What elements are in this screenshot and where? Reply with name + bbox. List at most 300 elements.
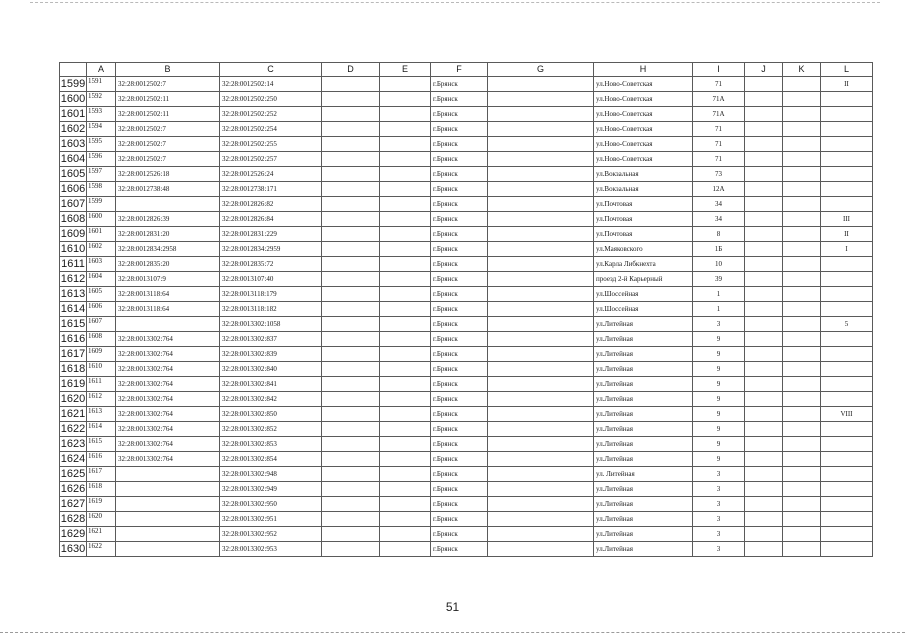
cell-f[interactable]: г.Брянск [431,512,488,527]
row-number[interactable]: 1609 [60,228,86,240]
row-number[interactable]: 1610 [60,243,86,255]
cell-d[interactable] [322,122,380,137]
cell-g[interactable] [488,92,594,107]
cell-k[interactable] [783,167,821,182]
cell-g[interactable] [488,302,594,317]
cell-k[interactable] [783,482,821,497]
cell-b[interactable] [116,197,220,212]
cell-k[interactable] [783,527,821,542]
cell-k[interactable] [783,197,821,212]
cell-b[interactable]: 32:28:0012502:11 [116,107,220,122]
cell-i[interactable]: 3 [693,542,745,557]
cell-l[interactable] [821,197,873,212]
cell-k[interactable] [783,257,821,272]
cell-k[interactable] [783,227,821,242]
cell-b[interactable]: 32:28:0013302:764 [116,452,220,467]
cell-b[interactable]: 32:28:0013302:764 [116,377,220,392]
cell-a[interactable]: 1618 [87,482,116,497]
cell-f[interactable]: г.Брянск [431,542,488,557]
cell-e[interactable] [380,542,431,557]
cell-k[interactable] [783,152,821,167]
cell-b[interactable]: 32:28:0012738:48 [116,182,220,197]
row-number[interactable]: 1630 [60,543,86,555]
cell-e[interactable] [380,107,431,122]
cell-i[interactable]: 9 [693,407,745,422]
cell-l[interactable] [821,122,873,137]
cell-c[interactable]: 32:28:0013302:952 [220,527,322,542]
cell-f[interactable]: г.Брянск [431,212,488,227]
cell-j[interactable] [745,452,783,467]
cell-e[interactable] [380,197,431,212]
cell-c[interactable]: 32:28:0013302:953 [220,542,322,557]
cell-g[interactable] [488,77,594,92]
cell-a[interactable]: 1608 [87,332,116,347]
cell-i[interactable]: 3 [693,527,745,542]
cell-h[interactable]: ул.Литейная [594,527,693,542]
row-number[interactable]: 1616 [60,333,86,345]
cell-l[interactable] [821,347,873,362]
cell-e[interactable] [380,437,431,452]
cell-a[interactable]: 1609 [87,347,116,362]
row-number[interactable]: 1628 [60,513,86,525]
cell-h[interactable]: ул.Ново-Советская [594,107,693,122]
cell-j[interactable] [745,302,783,317]
cell-k[interactable] [783,302,821,317]
cell-g[interactable] [488,137,594,152]
cell-i[interactable]: 73 [693,167,745,182]
cell-b[interactable] [116,542,220,557]
cell-f[interactable]: г.Брянск [431,392,488,407]
cell-g[interactable] [488,512,594,527]
row-number[interactable]: 1604 [60,153,86,165]
cell-j[interactable] [745,422,783,437]
cell-c[interactable]: 32:28:0012831:229 [220,227,322,242]
cell-j[interactable] [745,77,783,92]
row-number[interactable]: 1615 [60,318,86,330]
cell-l[interactable] [821,542,873,557]
cell-b[interactable] [116,497,220,512]
cell-c[interactable]: 32:28:0013302:853 [220,437,322,452]
cell-g[interactable] [488,242,594,257]
row-number[interactable]: 1620 [60,393,86,405]
cell-d[interactable] [322,407,380,422]
cell-b[interactable]: 32:28:0012835:20 [116,257,220,272]
cell-c[interactable]: 32:28:0013107:40 [220,272,322,287]
cell-l[interactable] [821,302,873,317]
cell-j[interactable] [745,437,783,452]
cell-j[interactable] [745,122,783,137]
cell-f[interactable]: г.Брянск [431,347,488,362]
cell-h[interactable]: ул.Литейная [594,497,693,512]
cell-b[interactable]: 32:28:0012834:2958 [116,242,220,257]
cell-f[interactable]: г.Брянск [431,197,488,212]
cell-h[interactable]: ул.Маяковского [594,242,693,257]
cell-j[interactable] [745,347,783,362]
cell-d[interactable] [322,272,380,287]
row-number[interactable]: 1626 [60,483,86,495]
cell-b[interactable]: 32:28:0013302:764 [116,392,220,407]
cell-c[interactable]: 32:28:0013302:841 [220,377,322,392]
cell-i[interactable]: 1 [693,287,745,302]
cell-h[interactable]: ул.Шоссейная [594,302,693,317]
cell-d[interactable] [322,347,380,362]
cell-h[interactable]: ул.Литейная [594,422,693,437]
cell-l[interactable] [821,467,873,482]
cell-g[interactable] [488,182,594,197]
cell-j[interactable] [745,467,783,482]
cell-d[interactable] [322,77,380,92]
column-header-g[interactable]: G [488,63,594,77]
cell-h[interactable]: ул.Литейная [594,452,693,467]
column-header-h[interactable]: H [594,63,693,77]
cell-i[interactable]: 10 [693,257,745,272]
cell-d[interactable] [322,242,380,257]
cell-c[interactable]: 32:28:0012502:257 [220,152,322,167]
cell-c[interactable]: 32:28:0013302:842 [220,392,322,407]
cell-e[interactable] [380,497,431,512]
cell-b[interactable]: 32:28:0012502:11 [116,92,220,107]
cell-b[interactable]: 32:28:0012502:7 [116,77,220,92]
cell-l[interactable] [821,527,873,542]
cell-a[interactable]: 1597 [87,167,116,182]
cell-g[interactable] [488,107,594,122]
cell-i[interactable]: 9 [693,437,745,452]
cell-g[interactable] [488,272,594,287]
row-number[interactable]: 1613 [60,288,86,300]
cell-d[interactable] [322,392,380,407]
cell-a[interactable]: 1600 [87,212,116,227]
cell-e[interactable] [380,347,431,362]
cell-l[interactable] [821,452,873,467]
cell-g[interactable] [488,122,594,137]
cell-l[interactable]: I [821,242,873,257]
row-number[interactable]: 1614 [60,303,86,315]
cell-b[interactable]: 32:28:0012502:7 [116,122,220,137]
cell-b[interactable]: 32:28:0013118:64 [116,302,220,317]
cell-d[interactable] [322,182,380,197]
cell-k[interactable] [783,332,821,347]
cell-h[interactable]: ул.Почтовая [594,197,693,212]
cell-f[interactable]: г.Брянск [431,452,488,467]
cell-b[interactable] [116,317,220,332]
cell-e[interactable] [380,377,431,392]
cell-j[interactable] [745,482,783,497]
cell-k[interactable] [783,452,821,467]
column-header-c[interactable]: C [220,63,322,77]
cell-l[interactable] [821,182,873,197]
cell-g[interactable] [488,227,594,242]
cell-k[interactable] [783,512,821,527]
cell-f[interactable]: г.Брянск [431,227,488,242]
cell-f[interactable]: г.Брянск [431,437,488,452]
cell-e[interactable] [380,92,431,107]
cell-g[interactable] [488,437,594,452]
cell-d[interactable] [322,212,380,227]
cell-a[interactable]: 1614 [87,422,116,437]
cell-j[interactable] [745,287,783,302]
cell-a[interactable]: 1610 [87,362,116,377]
cell-j[interactable] [745,242,783,257]
cell-a[interactable]: 1601 [87,227,116,242]
cell-c[interactable]: 32:28:0012502:254 [220,122,322,137]
cell-l[interactable]: VIII [821,407,873,422]
cell-c[interactable]: 32:28:0012502:250 [220,92,322,107]
cell-b[interactable]: 32:28:0013302:764 [116,422,220,437]
cell-j[interactable] [745,527,783,542]
cell-c[interactable]: 32:28:0013302:840 [220,362,322,377]
cell-c[interactable]: 32:28:0013302:850 [220,407,322,422]
cell-f[interactable]: г.Брянск [431,527,488,542]
cell-k[interactable] [783,362,821,377]
cell-j[interactable] [745,227,783,242]
cell-a[interactable]: 1619 [87,497,116,512]
cell-i[interactable]: 34 [693,212,745,227]
cell-k[interactable] [783,347,821,362]
cell-i[interactable]: 1Б [693,242,745,257]
row-number[interactable]: 1612 [60,273,86,285]
cell-j[interactable] [745,92,783,107]
cell-a[interactable]: 1616 [87,452,116,467]
cell-a[interactable]: 1599 [87,197,116,212]
row-number[interactable]: 1600 [60,93,86,105]
cell-k[interactable] [783,182,821,197]
cell-e[interactable] [380,332,431,347]
cell-c[interactable]: 32:28:0013302:951 [220,512,322,527]
cell-c[interactable]: 32:28:0012502:14 [220,77,322,92]
cell-d[interactable] [322,167,380,182]
cell-k[interactable] [783,137,821,152]
cell-f[interactable]: г.Брянск [431,167,488,182]
cell-h[interactable]: ул.Шоссейная [594,287,693,302]
cell-f[interactable]: г.Брянск [431,257,488,272]
cell-d[interactable] [322,377,380,392]
cell-l[interactable]: II [821,77,873,92]
cell-h[interactable]: ул.Литейная [594,482,693,497]
cell-h[interactable]: проезд 2-й Карьерный [594,272,693,287]
cell-e[interactable] [380,227,431,242]
cell-g[interactable] [488,452,594,467]
cell-l[interactable] [821,437,873,452]
cell-d[interactable] [322,107,380,122]
cell-i[interactable]: 3 [693,482,745,497]
cell-l[interactable] [821,107,873,122]
cell-d[interactable] [322,527,380,542]
cell-h[interactable]: ул.Почтовая [594,212,693,227]
cell-g[interactable] [488,362,594,377]
column-header-i[interactable]: I [693,63,745,77]
cell-k[interactable] [783,407,821,422]
cell-h[interactable]: ул.Литейная [594,362,693,377]
cell-l[interactable]: III [821,212,873,227]
cell-g[interactable] [488,482,594,497]
cell-a[interactable]: 1611 [87,377,116,392]
column-header-j[interactable]: J [745,63,783,77]
cell-f[interactable]: г.Брянск [431,422,488,437]
cell-l[interactable] [821,512,873,527]
cell-e[interactable] [380,272,431,287]
cell-a[interactable]: 1598 [87,182,116,197]
cell-j[interactable] [745,332,783,347]
cell-i[interactable]: 71 [693,122,745,137]
cell-f[interactable]: г.Брянск [431,332,488,347]
cell-f[interactable]: г.Брянск [431,152,488,167]
cell-i[interactable]: 9 [693,332,745,347]
cell-d[interactable] [322,362,380,377]
cell-f[interactable]: г.Брянск [431,317,488,332]
cell-k[interactable] [783,422,821,437]
cell-g[interactable] [488,167,594,182]
cell-f[interactable]: г.Брянск [431,107,488,122]
cell-k[interactable] [783,467,821,482]
cell-c[interactable]: 32:28:0012826:82 [220,197,322,212]
cell-a[interactable]: 1622 [87,542,116,557]
cell-h[interactable]: ул.Литейная [594,392,693,407]
cell-a[interactable]: 1607 [87,317,116,332]
cell-e[interactable] [380,362,431,377]
cell-i[interactable]: 3 [693,497,745,512]
cell-b[interactable] [116,467,220,482]
cell-i[interactable]: 3 [693,317,745,332]
cell-c[interactable]: 32:28:0013302:854 [220,452,322,467]
row-number[interactable]: 1599 [60,78,86,90]
cell-h[interactable]: ул.Литейная [594,512,693,527]
column-header-d[interactable]: D [322,63,380,77]
cell-k[interactable] [783,92,821,107]
cell-a[interactable]: 1593 [87,107,116,122]
cell-j[interactable] [745,512,783,527]
cell-h[interactable]: ул.Ново-Советская [594,137,693,152]
cell-b[interactable]: 32:28:0012831:20 [116,227,220,242]
cell-h[interactable]: ул.Литейная [594,347,693,362]
cell-b[interactable]: 32:28:0013302:764 [116,332,220,347]
row-number[interactable]: 1629 [60,528,86,540]
cell-c[interactable]: 32:28:0012526:24 [220,167,322,182]
cell-i[interactable]: 39 [693,272,745,287]
cell-i[interactable]: 71 [693,137,745,152]
cell-a[interactable]: 1620 [87,512,116,527]
cell-k[interactable] [783,212,821,227]
cell-e[interactable] [380,452,431,467]
cell-k[interactable] [783,77,821,92]
cell-b[interactable]: 32:28:0012526:18 [116,167,220,182]
cell-h[interactable]: ул.Литейная [594,377,693,392]
cell-l[interactable] [821,152,873,167]
cell-d[interactable] [322,137,380,152]
cell-j[interactable] [745,497,783,512]
row-number[interactable]: 1601 [60,108,86,120]
cell-c[interactable]: 32:28:0012834:2959 [220,242,322,257]
cell-l[interactable] [821,272,873,287]
cell-c[interactable]: 32:28:0013302:852 [220,422,322,437]
cell-l[interactable] [821,92,873,107]
cell-k[interactable] [783,317,821,332]
cell-b[interactable]: 32:28:0012826:39 [116,212,220,227]
cell-e[interactable] [380,182,431,197]
cell-i[interactable]: 9 [693,362,745,377]
cell-b[interactable]: 32:28:0013302:764 [116,437,220,452]
cell-l[interactable] [821,287,873,302]
cell-k[interactable] [783,542,821,557]
cell-j[interactable] [745,377,783,392]
cell-l[interactable] [821,422,873,437]
cell-j[interactable] [745,407,783,422]
cell-d[interactable] [322,542,380,557]
cell-a[interactable]: 1613 [87,407,116,422]
cell-c[interactable]: 32:28:0013302:837 [220,332,322,347]
cell-e[interactable] [380,152,431,167]
cell-g[interactable] [488,332,594,347]
cell-a[interactable]: 1592 [87,92,116,107]
cell-d[interactable] [322,227,380,242]
cell-f[interactable]: г.Брянск [431,407,488,422]
cell-i[interactable]: 9 [693,392,745,407]
cell-f[interactable]: г.Брянск [431,92,488,107]
cell-h[interactable]: ул. Литейная [594,467,693,482]
cell-f[interactable]: г.Брянск [431,362,488,377]
row-number[interactable]: 1619 [60,378,86,390]
row-number[interactable]: 1605 [60,168,86,180]
cell-j[interactable] [745,362,783,377]
cell-c[interactable]: 32:28:0013302:948 [220,467,322,482]
cell-b[interactable]: 32:28:0012502:7 [116,137,220,152]
cell-a[interactable]: 1596 [87,152,116,167]
cell-b[interactable] [116,482,220,497]
cell-l[interactable] [821,167,873,182]
cell-e[interactable] [380,77,431,92]
row-number[interactable]: 1603 [60,138,86,150]
cell-c[interactable]: 32:28:0012502:252 [220,107,322,122]
cell-g[interactable] [488,392,594,407]
cell-k[interactable] [783,392,821,407]
cell-f[interactable]: г.Брянск [431,137,488,152]
cell-d[interactable] [322,287,380,302]
cell-g[interactable] [488,527,594,542]
row-number[interactable]: 1625 [60,468,86,480]
cell-i[interactable]: 12А [693,182,745,197]
cell-a[interactable]: 1595 [87,137,116,152]
cell-g[interactable] [488,407,594,422]
cell-k[interactable] [783,122,821,137]
cell-k[interactable] [783,437,821,452]
cell-j[interactable] [745,317,783,332]
cell-f[interactable]: г.Брянск [431,377,488,392]
cell-h[interactable]: ул.Литейная [594,542,693,557]
cell-l[interactable] [821,377,873,392]
cell-j[interactable] [745,182,783,197]
cell-e[interactable] [380,317,431,332]
cell-f[interactable]: г.Брянск [431,467,488,482]
cell-g[interactable] [488,152,594,167]
cell-l[interactable] [821,332,873,347]
cell-g[interactable] [488,347,594,362]
cell-j[interactable] [745,542,783,557]
cell-k[interactable] [783,242,821,257]
cell-g[interactable] [488,197,594,212]
cell-e[interactable] [380,527,431,542]
cell-b[interactable]: 32:28:0013107:9 [116,272,220,287]
cell-h[interactable]: ул.Литейная [594,317,693,332]
cell-a[interactable]: 1606 [87,302,116,317]
cell-g[interactable] [488,542,594,557]
cell-k[interactable] [783,497,821,512]
cell-d[interactable] [322,257,380,272]
cell-j[interactable] [745,107,783,122]
cell-e[interactable] [380,122,431,137]
column-header-a[interactable]: A [87,63,116,77]
cell-a[interactable]: 1621 [87,527,116,542]
cell-f[interactable]: г.Брянск [431,122,488,137]
cell-h[interactable]: ул.Ново-Советская [594,122,693,137]
